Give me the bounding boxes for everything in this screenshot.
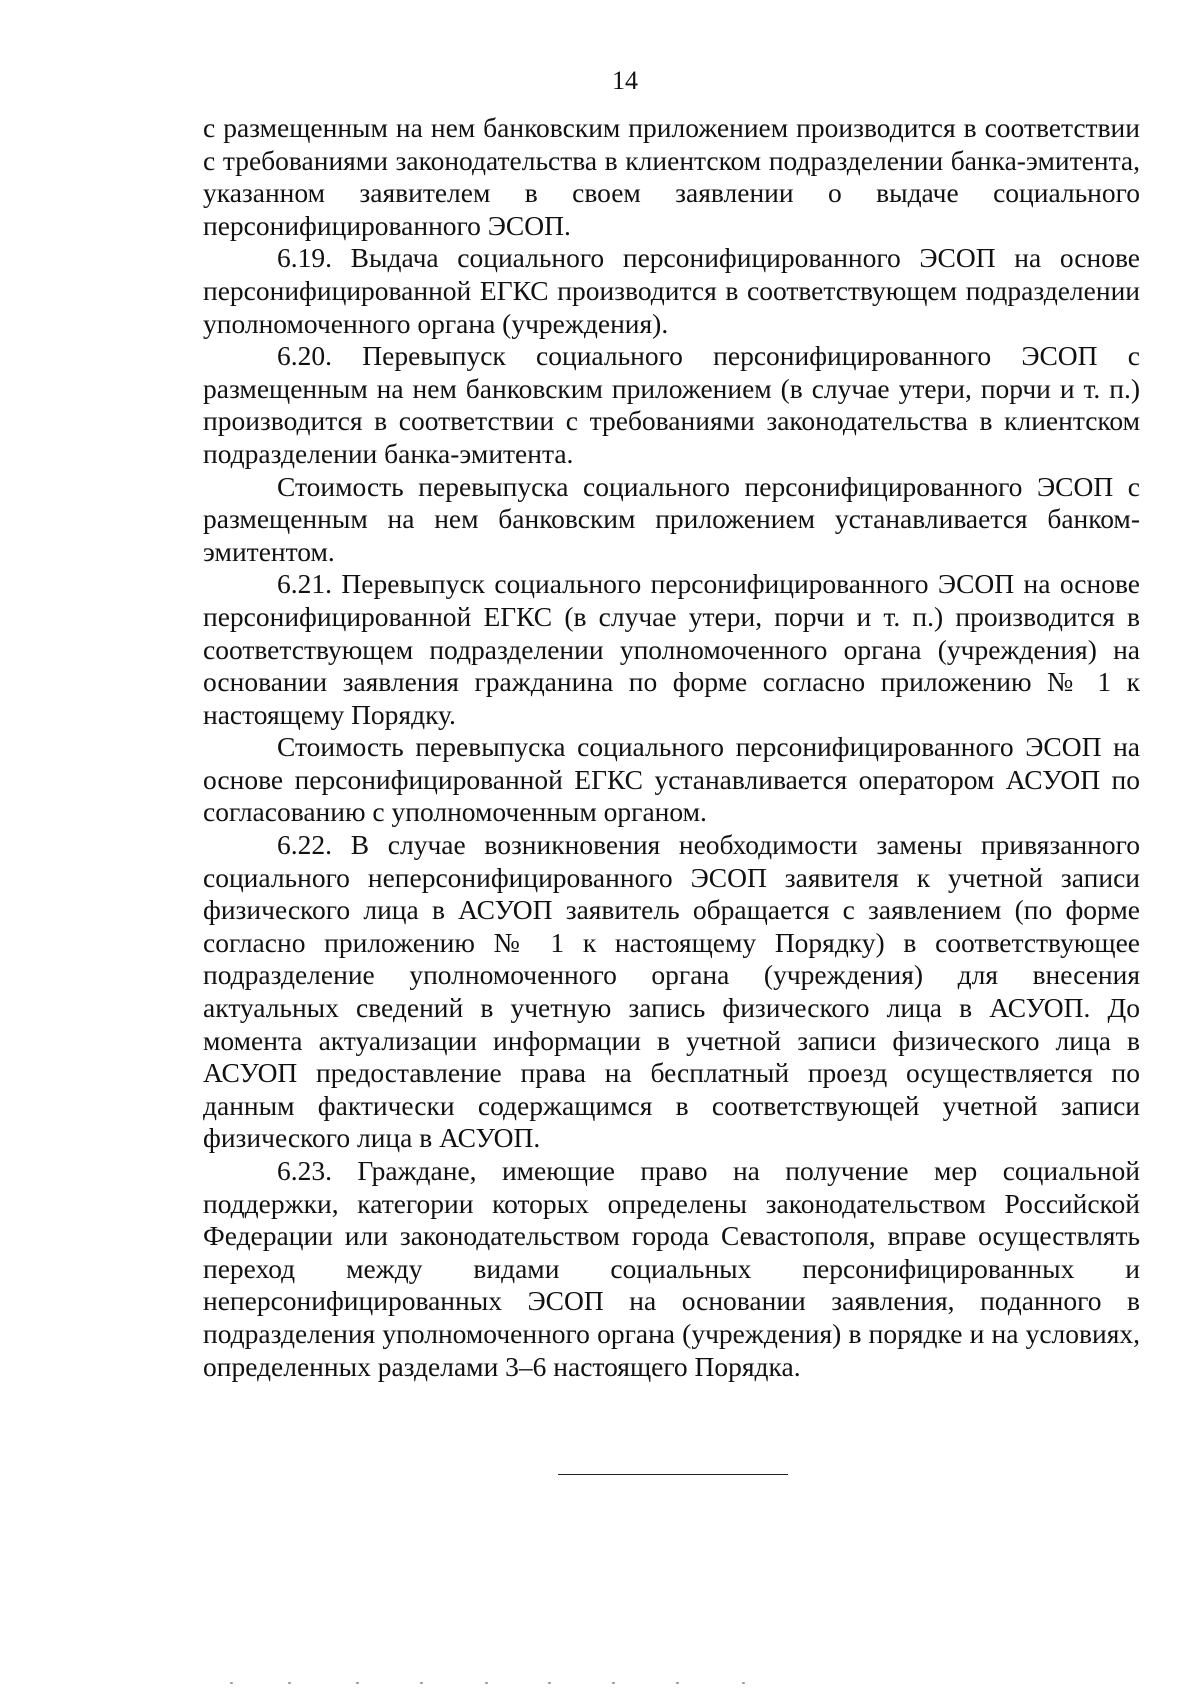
paragraph-6-19: 6.19. Выдача социального персонифицированного ЭСОП на основе персонифицированной ЕГКС производится в соответствующем подразделении уполномоченного органа (учреждения).: [203, 242, 1140, 339]
paragraph-continuation: с размещенным на нем банковским приложением производится в соответствии с требованиями законодательства в клиентском подразделении банка-эмитента, указанном заявителем в своем заявлении о выдаче социального персонифицированного ЭСОП.: [203, 112, 1140, 241]
document-body: [203, 112, 1140, 1383]
end-divider-line: [558, 1474, 788, 1475]
paragraph-6-20: 6.20. Перевыпуск социального персонифицированного ЭСОП с размещенным на нем банковским приложением (в случае утери, порчи и т. п.) производится в соответствии с требованиями законодательства в клиентском подразделении банка-эмитента.: [203, 340, 1140, 469]
paragraph-6-20-cost: Стоимость перевыпуска социального персонифицированного ЭСОП с размещенным на нем банковским приложением устанавливается банком-эмитентом.: [203, 470, 1140, 567]
paragraph-6-22: 6.22. В случае возникновения необходимости замены привязанного социального неперсонифицированного ЭСОП заявителя к учетной записи физического лица в АСУОП заявитель обращается с заявлением (по форме согласно приложению № 1 к настоящему Порядку) в соответствующее подразделение уполномоченного органа (учреждения) для внесения актуальных сведений в учетную запись физического лица в АСУОП. До момента актуализации информации в учетной записи физического лица в АСУОП предоставление права на бесплатный проезд осуществляется по данным фактически содержащимся в соответствующей учетной записи физического лица в АСУОП.: [203, 829, 1140, 1154]
paragraph-6-23: 6.23. Граждане, имеющие право на получение мер социальной поддержки, категории которых определены законодательством Российской Федерации или законодательством города Севастополя, вправе осуществлять переход между видами социальных персонифицированных и неперсонифицированных ЭСОП на основании заявления, поданного в подразделения уполномоченного органа (учреждения) в порядке и на условиях, определенных разделами 3–6 настоящего Порядка.: [203, 1155, 1140, 1382]
paragraph-6-21: 6.21. Перевыпуск социального персонифицированного ЭСОП на основе персонифицированной ЕГКС (в случае утери, порчи и т. п.) производится в соответствующем подразделении уполномоченного органа (учреждения) на основании заявления гражданина по форме согласно приложению № 1 к настоящему Порядку.: [203, 568, 1140, 730]
scan-noise: [230, 1682, 790, 1688]
paragraph-6-21-cost: Стоимость перевыпуска социального персонифицированного ЭСОП на основе персонифицированной ЕГКС устанавливается оператором АСУОП по согласованию с уполномоченным органом.: [203, 731, 1140, 828]
page-number: 14: [612, 66, 638, 95]
